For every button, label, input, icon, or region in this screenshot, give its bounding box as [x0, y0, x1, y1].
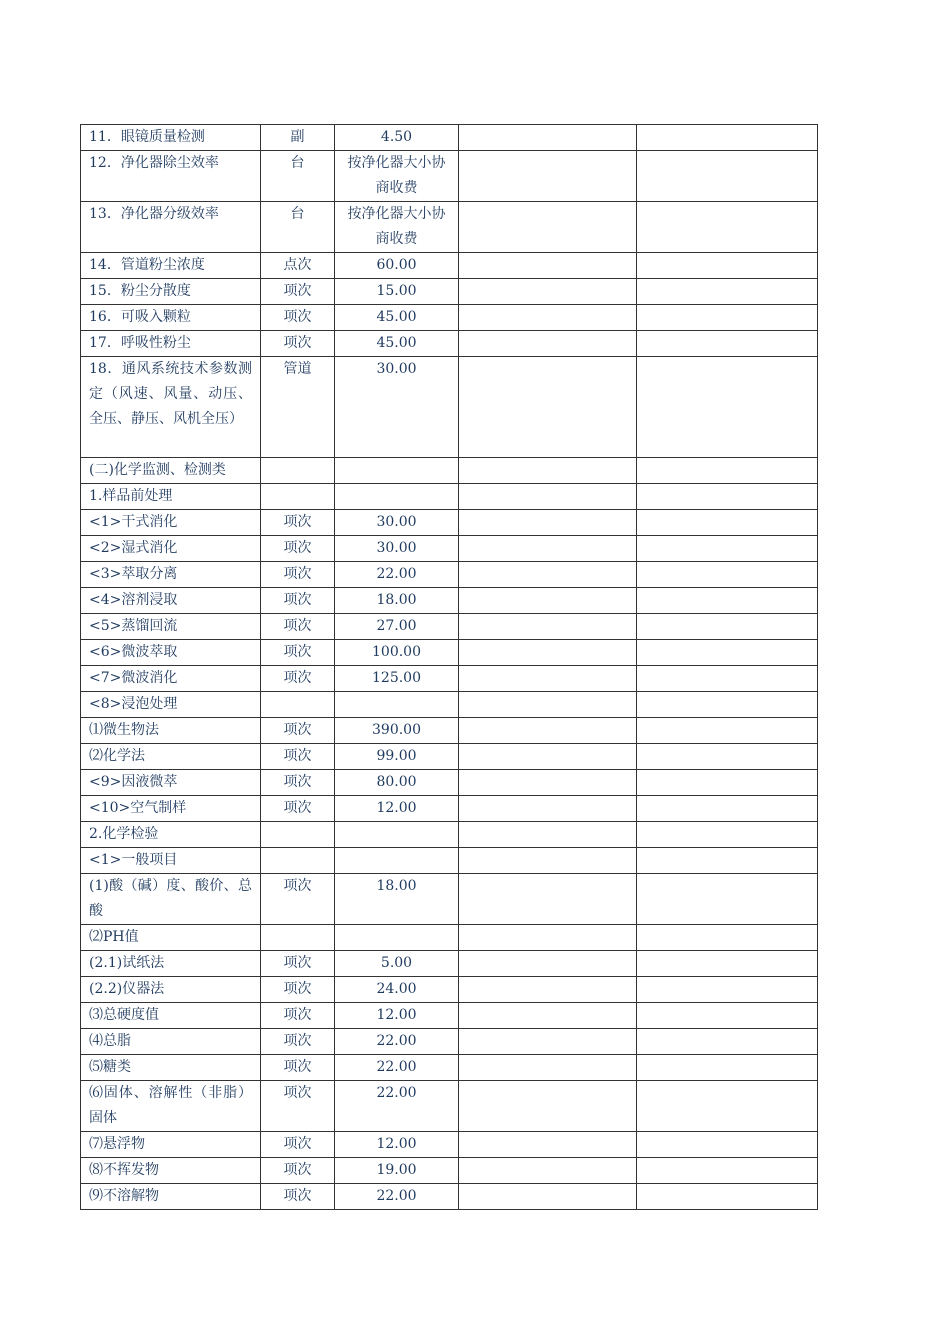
table-row — [81, 692, 818, 718]
table-row — [81, 331, 818, 357]
blank-cell — [459, 125, 637, 151]
item-name: <8>浸泡处理 — [89, 696, 178, 712]
table-row — [81, 151, 818, 202]
table-row — [81, 614, 818, 640]
price-cell: 12.00 — [335, 796, 459, 822]
item-name: ⑵PH值 — [89, 929, 139, 945]
item-name-cell — [81, 510, 261, 536]
blank-cell — [637, 977, 818, 1003]
unit-cell: 项次 — [261, 796, 335, 822]
item-name: ⑶总硬度值 — [89, 1007, 159, 1023]
unit-cell: 项次 — [261, 718, 335, 744]
unit-cell: 项次 — [261, 666, 335, 692]
table-row — [81, 640, 818, 666]
blank-cell — [637, 666, 818, 692]
item-name: ⑹固体、溶解性（非脂）固体 — [89, 1085, 252, 1126]
table-row — [81, 536, 818, 562]
blank-cell — [637, 1184, 818, 1210]
price-cell: 100.00 — [335, 640, 459, 666]
price-cell: 按净化器大小协商收费 — [335, 151, 459, 202]
blank-cell — [637, 536, 818, 562]
table-row — [81, 1055, 818, 1081]
item-name-cell — [81, 640, 261, 666]
blank-cell — [459, 718, 637, 744]
table-row — [81, 484, 818, 510]
blank-cell — [459, 510, 637, 536]
blank-cell — [637, 588, 818, 614]
blank-cell — [459, 562, 637, 588]
item-name: ⑴微生物法 — [89, 722, 159, 738]
blank-cell — [637, 718, 818, 744]
item-name-cell — [81, 125, 261, 151]
item-name: 1.样品前处理 — [89, 488, 173, 504]
price-cell — [335, 458, 459, 484]
price-cell — [335, 822, 459, 848]
table-row — [81, 822, 818, 848]
price-cell: 125.00 — [335, 666, 459, 692]
table-row — [81, 202, 818, 253]
blank-cell — [637, 1055, 818, 1081]
item-name: <10>空气制样 — [89, 800, 187, 816]
table-row — [81, 744, 818, 770]
blank-cell — [459, 1055, 637, 1081]
blank-cell — [637, 1081, 818, 1132]
unit-cell: 项次 — [261, 562, 335, 588]
unit-cell: 副 — [261, 125, 335, 151]
unit-cell: 项次 — [261, 1029, 335, 1055]
item-name: <4>溶剂浸取 — [89, 592, 178, 608]
item-name-cell — [81, 951, 261, 977]
blank-cell — [637, 125, 818, 151]
table-row — [81, 305, 818, 331]
table-row — [81, 357, 818, 458]
unit-cell: 项次 — [261, 510, 335, 536]
price-cell: 18.00 — [335, 588, 459, 614]
price-cell: 18.00 — [335, 874, 459, 925]
item-name-cell — [81, 1003, 261, 1029]
item-name-cell — [81, 253, 261, 279]
blank-cell — [459, 977, 637, 1003]
item-name: ⑵化学法 — [89, 748, 145, 764]
item-name-cell — [81, 770, 261, 796]
unit-cell: 项次 — [261, 770, 335, 796]
table-row — [81, 951, 818, 977]
item-name-cell — [81, 202, 261, 253]
table-row — [81, 588, 818, 614]
item-name: (2.2)仪器法 — [89, 981, 165, 997]
unit-cell: 台 — [261, 202, 335, 253]
unit-cell: 项次 — [261, 331, 335, 357]
blank-cell — [459, 666, 637, 692]
blank-cell — [637, 279, 818, 305]
price-cell: 80.00 — [335, 770, 459, 796]
blank-cell — [637, 640, 818, 666]
blank-cell — [637, 253, 818, 279]
item-name: <1>干式消化 — [89, 514, 178, 530]
blank-cell — [637, 874, 818, 925]
blank-cell — [459, 951, 637, 977]
item-name: (二)化学监测、检测类 — [89, 462, 226, 478]
item-name-cell — [81, 484, 261, 510]
unit-cell: 项次 — [261, 951, 335, 977]
blank-cell — [637, 822, 818, 848]
table-row — [81, 562, 818, 588]
price-cell: 4.50 — [335, 125, 459, 151]
blank-cell — [637, 357, 818, 458]
unit-cell — [261, 822, 335, 848]
item-name: <5>蒸馏回流 — [89, 618, 178, 634]
blank-cell — [637, 1132, 818, 1158]
blank-cell — [459, 458, 637, 484]
blank-cell — [637, 692, 818, 718]
item-name-cell — [81, 588, 261, 614]
blank-cell — [637, 925, 818, 951]
blank-cell — [459, 874, 637, 925]
item-name-cell — [81, 305, 261, 331]
blank-cell — [459, 1003, 637, 1029]
blank-cell — [459, 822, 637, 848]
table-row — [81, 1029, 818, 1055]
item-name-cell — [81, 1055, 261, 1081]
blank-cell — [459, 484, 637, 510]
item-name: <7>微波消化 — [89, 670, 178, 686]
item-name-cell — [81, 458, 261, 484]
price-cell: 45.00 — [335, 331, 459, 357]
price-cell: 24.00 — [335, 977, 459, 1003]
unit-cell — [261, 484, 335, 510]
blank-cell — [459, 253, 637, 279]
blank-cell — [459, 151, 637, 202]
item-name-cell — [81, 1184, 261, 1210]
blank-cell — [637, 562, 818, 588]
item-name-cell — [81, 1029, 261, 1055]
blank-cell — [637, 951, 818, 977]
table-row — [81, 925, 818, 951]
unit-cell: 点次 — [261, 253, 335, 279]
blank-cell — [459, 1184, 637, 1210]
item-name: 13．净化器分级效率 — [89, 206, 219, 222]
price-cell: 22.00 — [335, 1055, 459, 1081]
item-name: ⑻不挥发物 — [89, 1162, 159, 1178]
table-row — [81, 977, 818, 1003]
unit-cell — [261, 925, 335, 951]
blank-cell — [637, 331, 818, 357]
item-name: <2>湿式消化 — [89, 540, 178, 556]
table-row — [81, 770, 818, 796]
item-name: ⑺悬浮物 — [89, 1136, 145, 1152]
price-cell: 30.00 — [335, 536, 459, 562]
table-row — [81, 253, 818, 279]
price-cell — [335, 848, 459, 874]
blank-cell — [459, 1081, 637, 1132]
unit-cell: 项次 — [261, 305, 335, 331]
blank-cell — [459, 1158, 637, 1184]
fee-table — [80, 124, 818, 1210]
blank-cell — [459, 588, 637, 614]
blank-cell — [637, 151, 818, 202]
item-name-cell — [81, 1158, 261, 1184]
item-name: 16．可吸入颗粒 — [89, 309, 191, 325]
blank-cell — [637, 458, 818, 484]
table-row — [81, 125, 818, 151]
unit-cell: 项次 — [261, 1132, 335, 1158]
item-name-cell — [81, 1081, 261, 1132]
item-name: (1)酸（碱）度、酸价、总酸 — [89, 878, 252, 919]
item-name-cell — [81, 614, 261, 640]
blank-cell — [459, 357, 637, 458]
price-cell: 22.00 — [335, 1029, 459, 1055]
item-name-cell — [81, 977, 261, 1003]
blank-cell — [459, 202, 637, 253]
blank-cell — [459, 279, 637, 305]
item-name: 15．粉尘分散度 — [89, 283, 191, 299]
unit-cell: 项次 — [261, 1081, 335, 1132]
price-cell: 12.00 — [335, 1132, 459, 1158]
item-name-cell — [81, 822, 261, 848]
price-cell: 390.00 — [335, 718, 459, 744]
blank-cell — [459, 744, 637, 770]
price-cell: 45.00 — [335, 305, 459, 331]
item-name-cell — [81, 874, 261, 925]
unit-cell: 项次 — [261, 1184, 335, 1210]
table-row — [81, 718, 818, 744]
fee-table-body — [81, 125, 818, 1210]
blank-cell — [459, 692, 637, 718]
item-name-cell — [81, 151, 261, 202]
item-name: 18．通风系统技术参数测定（风速、风量、动压、全压、静压、风机全压） — [89, 361, 252, 427]
table-row — [81, 796, 818, 822]
blank-cell — [459, 614, 637, 640]
blank-cell — [637, 202, 818, 253]
unit-cell: 项次 — [261, 279, 335, 305]
table-row — [81, 1081, 818, 1132]
price-cell — [335, 692, 459, 718]
blank-cell — [637, 848, 818, 874]
blank-cell — [459, 1132, 637, 1158]
blank-cell — [637, 614, 818, 640]
blank-cell — [637, 305, 818, 331]
item-name-cell — [81, 279, 261, 305]
item-name-cell — [81, 744, 261, 770]
unit-cell: 管道 — [261, 357, 335, 458]
blank-cell — [459, 770, 637, 796]
item-name-cell — [81, 796, 261, 822]
price-cell: 30.00 — [335, 510, 459, 536]
item-name: ⑸糖类 — [89, 1059, 131, 1075]
table-row — [81, 510, 818, 536]
unit-cell: 项次 — [261, 640, 335, 666]
price-cell: 12.00 — [335, 1003, 459, 1029]
item-name: 2.化学检验 — [89, 826, 159, 842]
unit-cell — [261, 692, 335, 718]
item-name-cell — [81, 666, 261, 692]
blank-cell — [637, 484, 818, 510]
blank-cell — [637, 770, 818, 796]
item-name: ⑷总脂 — [89, 1033, 131, 1049]
blank-cell — [637, 510, 818, 536]
price-cell: 30.00 — [335, 357, 459, 458]
unit-cell: 项次 — [261, 1055, 335, 1081]
price-cell: 22.00 — [335, 1184, 459, 1210]
item-name: <6>微波萃取 — [89, 644, 178, 660]
table-row — [81, 1184, 818, 1210]
unit-cell: 项次 — [261, 977, 335, 1003]
unit-cell: 项次 — [261, 1158, 335, 1184]
price-cell: 22.00 — [335, 1081, 459, 1132]
blank-cell — [637, 796, 818, 822]
unit-cell: 项次 — [261, 1003, 335, 1029]
blank-cell — [459, 848, 637, 874]
price-cell: 22.00 — [335, 562, 459, 588]
price-cell: 27.00 — [335, 614, 459, 640]
blank-cell — [459, 925, 637, 951]
unit-cell: 项次 — [261, 874, 335, 925]
table-row — [81, 1003, 818, 1029]
price-cell: 99.00 — [335, 744, 459, 770]
blank-cell — [459, 640, 637, 666]
item-name-cell — [81, 718, 261, 744]
item-name-cell — [81, 925, 261, 951]
unit-cell: 项次 — [261, 614, 335, 640]
table-row — [81, 848, 818, 874]
item-name-cell — [81, 562, 261, 588]
item-name: (2.1)试纸法 — [89, 955, 165, 971]
item-name-cell — [81, 357, 261, 458]
blank-cell — [459, 1029, 637, 1055]
item-name-cell — [81, 692, 261, 718]
table-row — [81, 666, 818, 692]
blank-cell — [459, 331, 637, 357]
table-row — [81, 279, 818, 305]
blank-cell — [637, 1029, 818, 1055]
price-cell: 5.00 — [335, 951, 459, 977]
blank-cell — [637, 1003, 818, 1029]
unit-cell: 项次 — [261, 588, 335, 614]
blank-cell — [637, 744, 818, 770]
unit-cell — [261, 458, 335, 484]
table-row — [81, 1158, 818, 1184]
unit-cell: 台 — [261, 151, 335, 202]
item-name-cell — [81, 536, 261, 562]
item-name-cell — [81, 1132, 261, 1158]
price-cell: 15.00 — [335, 279, 459, 305]
blank-cell — [637, 1158, 818, 1184]
price-cell: 按净化器大小协商收费 — [335, 202, 459, 253]
item-name: ⑼不溶解物 — [89, 1188, 159, 1204]
item-name: 14．管道粉尘浓度 — [89, 257, 205, 273]
table-row — [81, 1132, 818, 1158]
unit-cell: 项次 — [261, 744, 335, 770]
item-name: <3>萃取分离 — [89, 566, 178, 582]
item-name: <1>一般项目 — [89, 852, 178, 868]
price-cell — [335, 484, 459, 510]
unit-cell — [261, 848, 335, 874]
price-cell — [335, 925, 459, 951]
table-row — [81, 458, 818, 484]
item-name-cell — [81, 331, 261, 357]
blank-cell — [459, 796, 637, 822]
item-name: 12．净化器除尘效率 — [89, 155, 219, 171]
blank-cell — [459, 305, 637, 331]
item-name-cell — [81, 848, 261, 874]
price-cell: 60.00 — [335, 253, 459, 279]
table-row — [81, 874, 818, 925]
item-name: <9>因液微萃 — [89, 774, 178, 790]
unit-cell: 项次 — [261, 536, 335, 562]
item-name: 17．呼吸性粉尘 — [89, 335, 191, 351]
blank-cell — [459, 536, 637, 562]
price-cell: 19.00 — [335, 1158, 459, 1184]
item-name: 11．眼镜质量检测 — [89, 129, 205, 145]
